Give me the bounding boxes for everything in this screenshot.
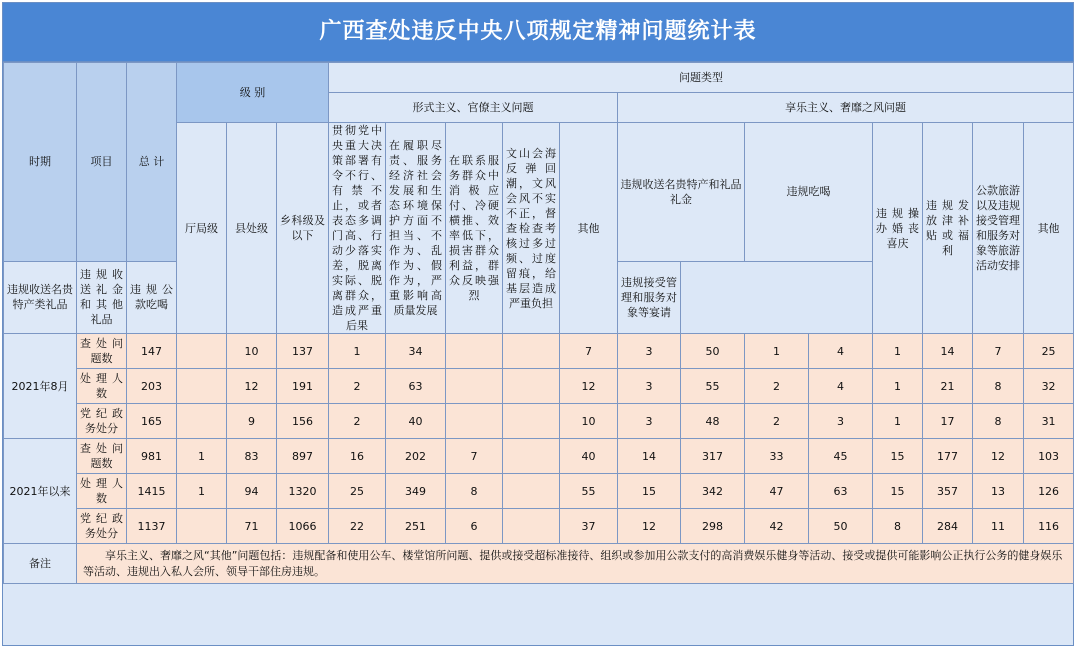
- header-eat-2: 违规接受管理和服务对象等宴请: [618, 261, 681, 333]
- header-wedding: 违规操办婚丧喜庆: [873, 123, 923, 334]
- cell-gift-1: 12: [618, 509, 681, 544]
- cell-gift-2: 50: [681, 334, 745, 369]
- header-hedonism-other: 其他: [1024, 123, 1074, 334]
- cell-xian: 71: [227, 509, 277, 544]
- header-level-ting: 厅局级: [177, 123, 227, 334]
- header-formalism: 形式主义、官僚主义问题: [329, 93, 618, 123]
- cell-f4: [503, 509, 560, 544]
- cell-ting: 1: [177, 439, 227, 474]
- cell-f-other: 10: [560, 404, 618, 439]
- statistics-sheet: [2, 2, 1074, 646]
- cell-f1: 2: [329, 369, 386, 404]
- cell-f4: [503, 474, 560, 509]
- cell-h-other: 116: [1024, 509, 1074, 544]
- header-formalism-4: 文山会海反弹回潮，文风会风不实不正，督查检查考核过多过频、过度留痕，给基层造成严重负担: [503, 123, 560, 334]
- cell-gift-1: 3: [618, 404, 681, 439]
- cell-xian: 83: [227, 439, 277, 474]
- cell-eat-1: 33: [745, 439, 809, 474]
- cell-total: 147: [127, 334, 177, 369]
- cell-eat-2: 4: [809, 334, 873, 369]
- header-eat-1: 违规公款吃喝: [127, 261, 177, 333]
- cell-gift-1: 14: [618, 439, 681, 474]
- cell-wedding: 8: [873, 509, 923, 544]
- header-total: 总 计: [127, 63, 177, 262]
- cell-subsidy: 357: [923, 474, 973, 509]
- cell-wedding: 1: [873, 404, 923, 439]
- header-level-xiang: 乡科级及以下: [277, 123, 329, 334]
- cell-gift-2: 48: [681, 404, 745, 439]
- cell-xian: 9: [227, 404, 277, 439]
- cell-total: 203: [127, 369, 177, 404]
- cell-f3: 8: [446, 474, 503, 509]
- statistics-table: [3, 62, 1074, 584]
- cell-gift-2: 317: [681, 439, 745, 474]
- row-item: 查处问题数: [77, 334, 127, 369]
- cell-eat-1: 42: [745, 509, 809, 544]
- note-text: 享乐主义、奢靡之风“其他”问题包括：违规配备和使用公车、楼堂馆所问题、提供或接受超标准接待、组织或参加用公款支付的高消费娱乐健身等活动、接受或提供可能影响公正执行公务的健身娱乐等活动、违规出入私人会所、领导干部住房违规。: [77, 544, 1074, 584]
- note-label: 备注: [4, 544, 77, 584]
- period-label: 2021年8月: [4, 334, 77, 439]
- cell-travel: 11: [973, 509, 1024, 544]
- cell-xian: 94: [227, 474, 277, 509]
- cell-h-other: 103: [1024, 439, 1074, 474]
- cell-h-other: 25: [1024, 334, 1074, 369]
- cell-travel: 8: [973, 369, 1024, 404]
- cell-f1: 16: [329, 439, 386, 474]
- cell-f3: 7: [446, 439, 503, 474]
- header-formalism-1: 贯彻党中央重大决策部署有令不行、有禁不止，或者表态多调门高、行动少落实差，脱离实际、脱离群众，造成严重后果: [329, 123, 386, 334]
- cell-eat-1: 1: [745, 334, 809, 369]
- cell-eat-2: 4: [809, 369, 873, 404]
- row-item: 查处问题数: [77, 439, 127, 474]
- cell-xiang: 137: [277, 334, 329, 369]
- row-item: 处理人数: [77, 369, 127, 404]
- cell-wedding: 1: [873, 369, 923, 404]
- cell-eat-1: 47: [745, 474, 809, 509]
- row-item: 党纪政务处分: [77, 404, 127, 439]
- cell-f4: [503, 369, 560, 404]
- cell-xiang: 156: [277, 404, 329, 439]
- cell-travel: 13: [973, 474, 1024, 509]
- cell-eat-1: 2: [745, 369, 809, 404]
- table-row: [4, 404, 1074, 439]
- cell-f-other: 37: [560, 509, 618, 544]
- cell-f4: [503, 334, 560, 369]
- cell-f4: [503, 404, 560, 439]
- cell-ting: [177, 509, 227, 544]
- row-item: 党纪政务处分: [77, 509, 127, 544]
- header-subsidy: 违规发放津补贴或福利: [923, 123, 973, 334]
- cell-h-other: 32: [1024, 369, 1074, 404]
- cell-gift-1: 3: [618, 334, 681, 369]
- cell-travel: 12: [973, 439, 1024, 474]
- cell-f3: [446, 334, 503, 369]
- cell-f3: [446, 404, 503, 439]
- table-row: [4, 474, 1074, 509]
- header-gift-1: 违规收送名贵特产类礼品: [4, 261, 77, 333]
- cell-f4: [503, 439, 560, 474]
- header-problem-type: 问题类型: [329, 63, 1074, 93]
- cell-gift-1: 15: [618, 474, 681, 509]
- cell-xian: 10: [227, 334, 277, 369]
- cell-eat-2: 50: [809, 509, 873, 544]
- cell-f2: 40: [386, 404, 446, 439]
- cell-ting: 1: [177, 474, 227, 509]
- cell-subsidy: 177: [923, 439, 973, 474]
- cell-f2: 349: [386, 474, 446, 509]
- cell-h-other: 31: [1024, 404, 1074, 439]
- cell-gift-2: 342: [681, 474, 745, 509]
- cell-wedding: 1: [873, 334, 923, 369]
- cell-gift-2: 298: [681, 509, 745, 544]
- page-title: 广西查处违反中央八项规定精神问题统计表: [3, 3, 1073, 62]
- header-formalism-3: 在联系服务群众中消极应付、冷硬横推、效率低下，损害群众利益，群众反映强烈: [446, 123, 503, 334]
- cell-f-other: 40: [560, 439, 618, 474]
- cell-eat-2: 3: [809, 404, 873, 439]
- cell-f2: 63: [386, 369, 446, 404]
- cell-gift-2: 55: [681, 369, 745, 404]
- cell-xiang: 191: [277, 369, 329, 404]
- table-row: [4, 369, 1074, 404]
- cell-total: 165: [127, 404, 177, 439]
- table-row: [4, 509, 1074, 544]
- table-row: [4, 334, 1074, 369]
- cell-f-other: 7: [560, 334, 618, 369]
- cell-total: 981: [127, 439, 177, 474]
- cell-h-other: 126: [1024, 474, 1074, 509]
- cell-f2: 202: [386, 439, 446, 474]
- header-gift-2: 违规收送礼金和其他礼品: [77, 261, 127, 333]
- cell-xian: 12: [227, 369, 277, 404]
- cell-wedding: 15: [873, 474, 923, 509]
- cell-f-other: 55: [560, 474, 618, 509]
- header-eat-group: 违规吃喝: [745, 123, 873, 262]
- header-hedonism: 享乐主义、奢靡之风问题: [618, 93, 1074, 123]
- cell-eat-1: 2: [745, 404, 809, 439]
- cell-subsidy: 21: [923, 369, 973, 404]
- cell-wedding: 15: [873, 439, 923, 474]
- header-formalism-other: 其他: [560, 123, 618, 334]
- header-gift-group: 违规收送名贵特产和礼品礼金: [618, 123, 745, 262]
- cell-f1: 25: [329, 474, 386, 509]
- cell-total: 1137: [127, 509, 177, 544]
- cell-f1: 22: [329, 509, 386, 544]
- cell-gift-1: 3: [618, 369, 681, 404]
- header-level-group: 级 别: [177, 63, 329, 123]
- cell-ting: [177, 334, 227, 369]
- cell-subsidy: 14: [923, 334, 973, 369]
- table-row: [4, 439, 1074, 474]
- header-travel: 公款旅游以及违规接受管理和服务对象等旅游活动安排: [973, 123, 1024, 334]
- cell-xiang: 897: [277, 439, 329, 474]
- cell-subsidy: 284: [923, 509, 973, 544]
- cell-f3: [446, 369, 503, 404]
- cell-travel: 8: [973, 404, 1024, 439]
- cell-f3: 6: [446, 509, 503, 544]
- period-label: 2021年以来: [4, 439, 77, 544]
- cell-f-other: 12: [560, 369, 618, 404]
- header-item: 项目: [77, 63, 127, 262]
- cell-ting: [177, 404, 227, 439]
- note-row: [4, 544, 1074, 584]
- header-level-xian: 县处级: [227, 123, 277, 334]
- cell-eat-2: 63: [809, 474, 873, 509]
- cell-f2: 34: [386, 334, 446, 369]
- cell-f1: 1: [329, 334, 386, 369]
- cell-travel: 7: [973, 334, 1024, 369]
- cell-subsidy: 17: [923, 404, 973, 439]
- row-item: 处理人数: [77, 474, 127, 509]
- cell-xiang: 1066: [277, 509, 329, 544]
- cell-total: 1415: [127, 474, 177, 509]
- cell-xiang: 1320: [277, 474, 329, 509]
- header-formalism-2: 在履职尽责、服务经济社会发展和生态环境保护方面不担当、不作为、乱作为、假作为，严重影响高质量发展: [386, 123, 446, 334]
- header-period: 时期: [4, 63, 77, 262]
- cell-f2: 251: [386, 509, 446, 544]
- cell-f1: 2: [329, 404, 386, 439]
- cell-ting: [177, 369, 227, 404]
- cell-eat-2: 45: [809, 439, 873, 474]
